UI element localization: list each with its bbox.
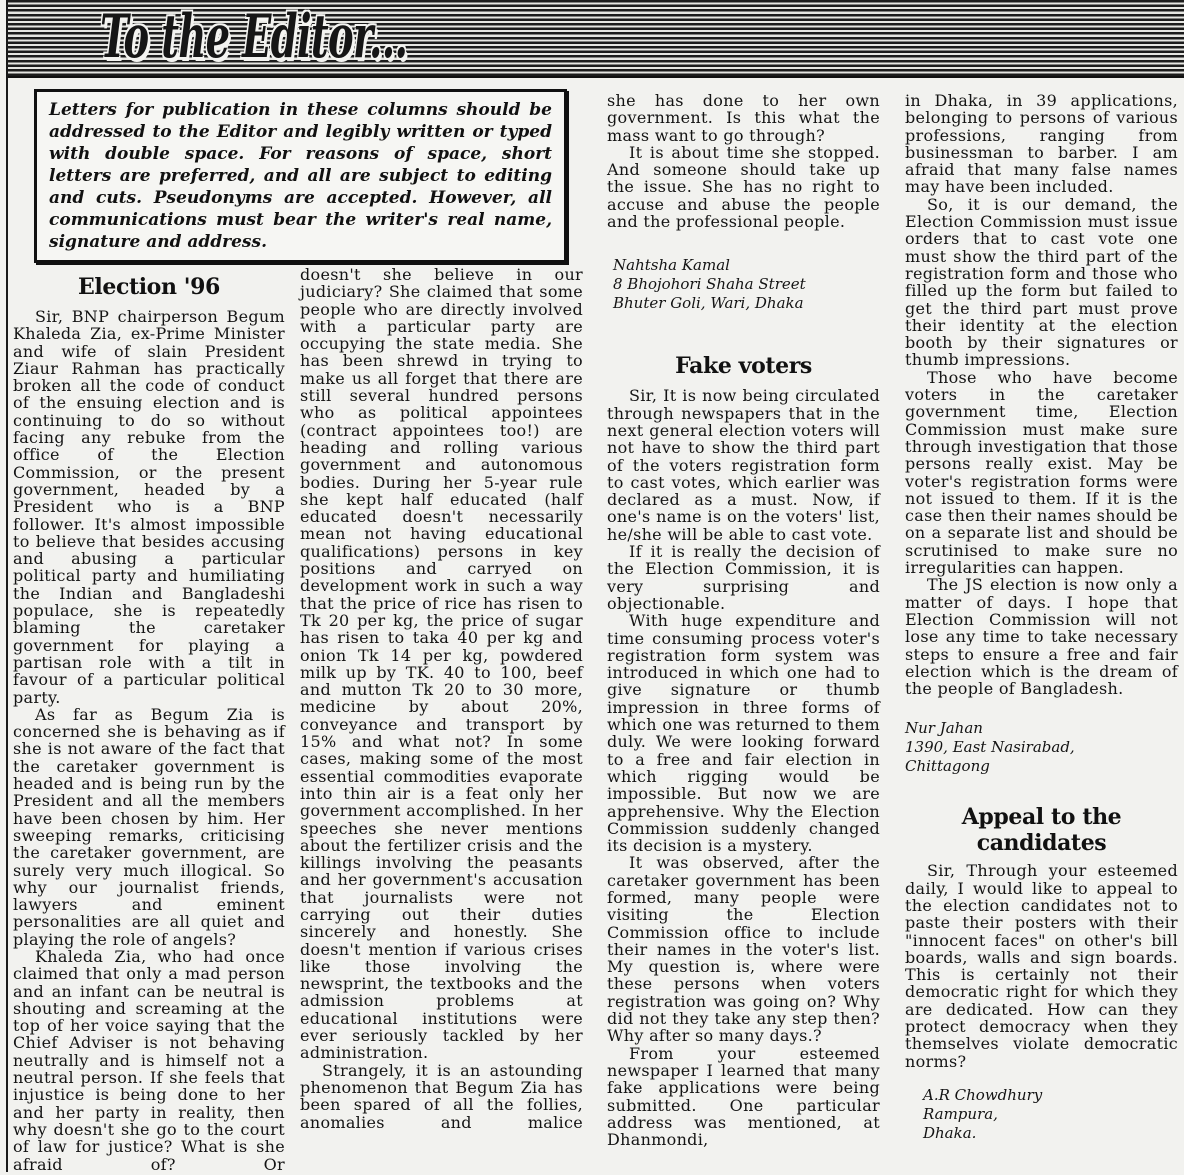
signature-address: Rampura, xyxy=(923,1104,998,1123)
letter-paragraph: Khaleda Zia, who had once claimed that only a mad person and an infant can be neutral is shouting and screaming at the top of her voice saying that the Chief Adviser is not behaving neutrally and is himself not a neutral person. If she feels that injustice is being done to her and her party in reality, then why doesn't she go to the court of law for justice? What is she afraid of? Or xyxy=(13,946,285,1174)
signature-address: Dhaka. xyxy=(923,1123,977,1142)
column-3 xyxy=(607,92,880,1148)
letter-signature xyxy=(905,1086,1178,1143)
letter-paragraph: doesn't she believe in our judiciary? She claimed that some people who are directly involved with a particular party are occupying the state media. She has been shrewd in trying to make us all forget that there are still several hundred persons who as political appointees (contract appointees too!) are heading and rolling various government and autonomous bodies. During her 5-year rule she kept half educated (half educated doesn't necessarily mean not having educational qualifications) persons in key positions and carryed on development work in such a way that the price of rice has risen to Tk 20 per kg, the price of sugar has risen to taka 40 per kg and onion Tk 14 per kg, powdered milk up by TK. 40 to 100, beef and mutton Tk 20 to 30 more, medicine by about 20%, conveyance and transport by 15% and what not? In some cases, making some of the most essential commodities evaporate into thin air is a feat only her government accomplished. In her speeches she never mentions about the fertilizer crisis and the killings involving the peasants and her government's accusation that journalists were not carrying out their duties sincerely and honestly. She doesn't mention if various crises like those involving the newsprint, the textbooks and the admission problems at educational institutions were ever seriously tackled by her administration. xyxy=(300,265,583,1063)
signature-name: Nahtsha Kamal xyxy=(613,256,730,275)
signature-name: A.R Chowdhury xyxy=(923,1085,1043,1104)
signature-address: Chittagong xyxy=(905,757,990,776)
letter-paragraph: Sir, BNP chairperson Begum Khaleda Zia, ex-Prime Minister and wife of slain President Ziaur Rahman has practically broken all the code of conduct of the ensuing election and is continuing to do so without facing any rebuke from the office of the Election Commission, or the present government, headed by a President who is a BNP follower. It's almost impossible to believe that besides accusing and abusing a particular political party and humiliating the Indian and Bangladeshi populace, she is repeatedly blaming the caretaker government for playing a partisan role with a tilt in favour of a particular political party. xyxy=(13,307,285,707)
letter-paragraph: So, it is our demand, the Election Commission must issue orders that to cast vote one must show the third part of the registration form and those who filled up the form but failed to get the third part must prove their identity at the election booth by their signatures or thumb impressions. xyxy=(905,194,1178,370)
letter-paragraph: Strangely, it is an astounding phenomenon that Begum Zia has been spared of all the follies, anomalies and malice xyxy=(300,1060,583,1132)
letter-paragraph: As far as Begum Zia is concerned she is behaving as if she is not aware of the fact that the caretaker government is headed and is being run by the President and all the members have been chosen by him. Her sweeping remarks, criticising the caretaker government, are surely very much illogical. So why our journalist friends, lawyers and eminent personalities are all quiet and playing the role of angels? xyxy=(13,704,285,949)
letter-signature xyxy=(905,719,1178,776)
letter-heading: Appeal to the candidates xyxy=(961,804,1122,857)
letter-paragraph: The JS election is now only a matter of days. I hope that Election Commission will not lose any time to take necessary steps to ensure a free and fair election which is the dream of the people of Bangladesh. xyxy=(905,575,1178,699)
column-1 xyxy=(13,270,285,1173)
letter-paragraph: With huge expenditure and time consuming process voter's registration form system was introduced in which one had to give signature or thumb impression in three forms of which one was returned to them duly. We were looking forward to a free and fair election in which rigging would be impossible. But now we are apprehensive. Why the Election Commission suddenly changed its decision is a mystery. xyxy=(607,611,880,856)
column-2 xyxy=(300,266,583,1131)
letter-paragraph: It was observed, after the caretaker government has been formed, many people were visiting the Election Commission office to include their names in the voter's list. My question is, where were these persons when voters registration was going on? Why did not they take any step then? Why after so many days.? xyxy=(607,853,880,1046)
section-banner xyxy=(8,0,1184,78)
signature-address: Bhuter Goli, Wari, Dhaka xyxy=(613,294,804,313)
column-4 xyxy=(905,92,1178,1143)
notice-text: Letters for publication in these columns should be addressed to the Editor and legibly written or typed with double space. For reasons of space, short letters are preferred, and all are subject to editing and cuts. Pseudonyms are accepted. However, all communications must bear the writer's real name, signature and address. xyxy=(49,100,552,252)
editorial-notice-box xyxy=(34,89,567,263)
section-title: To the Editor... xyxy=(100,2,408,72)
signature-name: Nur Jahan xyxy=(905,719,983,738)
page-border xyxy=(6,0,8,1172)
letter-paragraph: she has done to her own government. Is this what the mass want to go through? xyxy=(607,91,880,145)
letter-paragraph: If it is really the decision of the Election Commission, it is very surprising and objectionable. xyxy=(607,542,880,613)
letter-paragraph: Sir, It is now being circulated through newspapers that in the next general election voters will not have to show the third part of the voters registration form to cast votes, which earlier was declared as a must. Now, if one's name is on the voters' list, he/she will be able to cast vote. xyxy=(607,386,880,544)
letter-paragraph: Sir, Through your esteemed daily, I would like to appeal to the election candidates not to paste their posters with their "innocent faces" on other's bill boards, walls and sign boards. This is certainly not their democratic right for which they are dedicated. How can they protect democracy when they themselves violate democratic norms? xyxy=(905,861,1178,1071)
letter-paragraph: It is about time she stopped. And someone should take up the issue. She has no right to accuse and abuse the people and the professional people. xyxy=(607,142,880,232)
letter-heading: Fake voters xyxy=(675,353,812,380)
signature-address: 1390, East Nasirabad, xyxy=(905,738,1075,757)
signature-address: 8 Bhojohori Shaha Street xyxy=(613,275,806,294)
letter-paragraph: From your esteemed newspaper I learned that many fake applications were being submitted. One particular address was mentioned, at Dhanmondi, xyxy=(607,1043,880,1150)
letter-heading: Election '96 xyxy=(78,274,220,300)
letter-paragraph: Those who have become voters in the caretaker government time, Election Commission must make sure through investigation that those persons really exist. May be voter's registration forms were not issued to them. If it is the case then their names should be on a separate list and should be scrutinised to make sure no irregularities can happen. xyxy=(905,367,1178,578)
letter-paragraph: in Dhaka, in 39 applications, belonging to persons of various professions, ranging from businessman to barber. I am afraid that many false names may have been included. xyxy=(905,91,1178,197)
letter-signature xyxy=(607,256,880,313)
